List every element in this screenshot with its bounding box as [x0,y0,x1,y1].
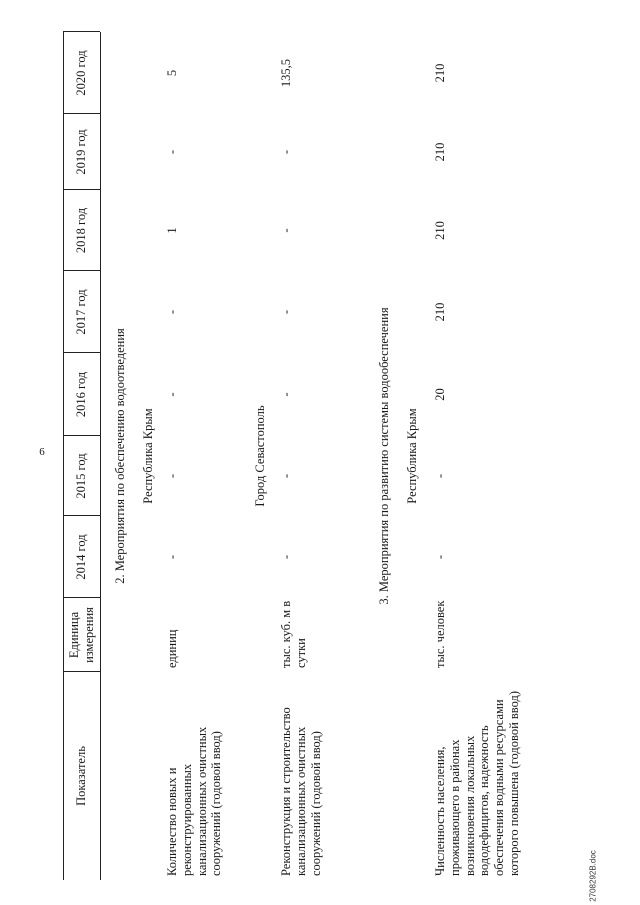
row-value: - [279,473,293,479]
row-value: - [279,392,293,397]
region-title: Город Севастополь [253,405,267,507]
row-indicator: Количество новых и реконструированных канализационных очистных сооружений (годовой ввод) [165,726,224,876]
row-value: - [279,309,293,315]
row-unit: тыс. человек [433,600,447,668]
row-value: - [433,473,447,479]
row-value: 210 [433,221,447,240]
header-year: 2015 год [74,453,89,499]
row-value: - [279,228,293,233]
header-year: 2017 год [74,289,89,335]
row-value: 210 [433,142,447,162]
header-year: 2016 год [74,371,89,418]
row-unit: единиц [165,629,179,668]
section-title: 3. Мероприятия по развитию системы водообеспечения [377,307,391,605]
row-value: 5 [165,69,179,77]
row-value: - [165,309,179,315]
row-value: 210 [433,63,447,83]
row-value: 1 [165,227,179,234]
row-unit: тыс. куб. м в сутки [279,600,308,668]
header-indicator: Показатель [74,746,89,806]
row-value: - [165,554,179,560]
row-value: 135,5 [279,58,293,88]
header-year: 2020 год [74,50,89,96]
page-number: 6 [39,446,45,458]
header-bottom-rule [100,32,101,880]
file-name-note: 2708292В.doc [588,850,598,902]
section-title: 2. Мероприятия по обеспечению водоотведения [113,328,127,584]
row-value: - [279,149,293,155]
region-title: Республика Крым [405,408,419,504]
region-title: Республика Крым [141,408,155,504]
row-value: - [165,149,179,155]
header-year: 2014 год [74,534,89,580]
row-value: - [279,554,293,560]
header-year: 2018 год [74,207,89,254]
row-value: - [165,473,179,479]
row-value: 210 [433,302,447,322]
header-year: 2019 год [74,129,89,175]
row-indicator: Численность населения, проживающего в районах возникновения локальных вододефицитов, надежность обеспечения водными ресурсами которого повышена (годовой ввод) [433,690,521,876]
row-value: 20 [433,388,447,401]
header-unit: Единица измерения [66,607,96,663]
row-value: - [433,554,447,560]
rotated-table [63,40,613,880]
row-value: - [165,392,179,397]
row-indicator: Реконструкция и строительство канализационных очистных сооружений (годовой ввод) [279,707,323,876]
